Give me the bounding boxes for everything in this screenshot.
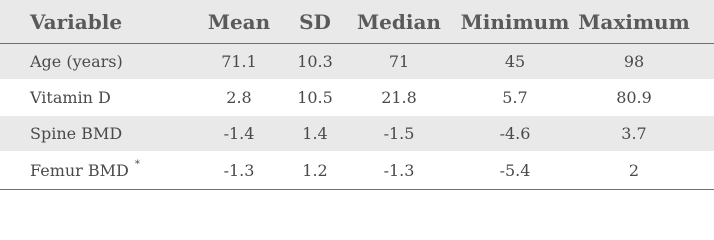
cell-median: -1.3 (383, 161, 415, 180)
cell-variable: Spine BMD (30, 124, 123, 143)
table-row (0, 44, 714, 80)
cell-variable: Vitamin D (30, 88, 111, 107)
cell-variable-text: Femur BMD (30, 161, 129, 180)
cell-sd: 10.3 (297, 52, 333, 71)
cell-maximum: 98 (623, 52, 645, 71)
cell-variable (30, 152, 140, 189)
cell-mean: 71.1 (221, 52, 257, 71)
cell-mean: 2.8 (226, 88, 252, 107)
cell-minimum: -4.6 (499, 124, 531, 143)
cell-median: -1.5 (383, 124, 415, 143)
cell-minimum: 5.7 (502, 88, 528, 107)
cell-minimum: 45 (504, 52, 526, 71)
cell-mean: -1.3 (223, 161, 255, 180)
cell-sd: 1.4 (302, 124, 328, 143)
cell-median: 71 (388, 52, 410, 71)
table-header-row (0, 0, 714, 44)
cell-minimum: -5.4 (499, 161, 531, 180)
header-mean: Mean (207, 9, 271, 34)
header-sd: SD (299, 9, 331, 34)
cell-variable: Age (years) (30, 52, 123, 71)
table-row (0, 80, 714, 116)
cell-median: 21.8 (381, 88, 417, 107)
cell-maximum: 2 (628, 161, 640, 180)
cell-sd: 1.2 (302, 161, 328, 180)
header-maximum: Maximum (578, 9, 690, 34)
cell-maximum: 3.7 (621, 124, 647, 143)
cell-mean: -1.4 (223, 124, 255, 143)
table-row (0, 152, 714, 190)
cell-maximum: 80.9 (616, 88, 652, 107)
table-row (0, 116, 714, 152)
header-median: Median (357, 9, 441, 34)
header-variable: Variable (30, 9, 123, 34)
header-minimum: Minimum (460, 9, 570, 34)
cell-sd: 10.5 (297, 88, 333, 107)
footnote-marker: * (134, 159, 140, 170)
